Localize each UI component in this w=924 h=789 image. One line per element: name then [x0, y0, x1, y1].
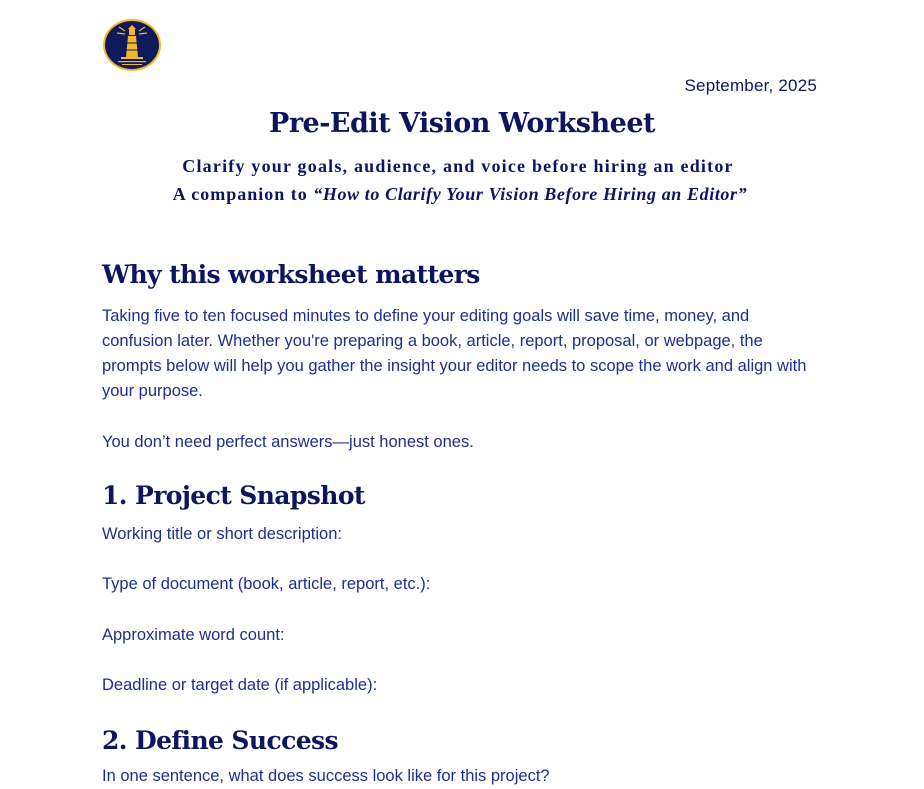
field-deadline: Deadline or target date (if applicable):: [102, 676, 378, 694]
section-heading-project-snapshot: 1. Project Snapshot: [102, 481, 365, 510]
intro-paragraph: Taking five to ten focused minutes to define your editing goals will save time, money, and confusion later. Whether you're preparing a book, article, report, proposal, or webpage, the prompts below will help you gather the insight your editor needs to scope the work and align with your purpose.: [102, 307, 807, 400]
field-document-type: Type of document (book, article, report, etc.):: [102, 575, 431, 593]
document-date: September, 2025: [684, 76, 817, 95]
companion-article-title: “How to Clarify Your Vision Before Hiring an Editor”: [313, 184, 748, 204]
companion-prefix: A companion to: [172, 184, 314, 204]
section-heading-why: Why this worksheet matters: [102, 260, 480, 289]
companion-line: [0, 184, 920, 205]
lighthouse-logo: [103, 19, 161, 71]
lighthouse-icon: [105, 21, 159, 69]
field-word-count: Approximate word count:: [102, 626, 285, 644]
success-prompt: In one sentence, what does success look like for this project?: [102, 767, 550, 785]
field-working-title: Working title or short description:: [102, 525, 342, 543]
intro-note: You don’t need perfect answers—just honest ones.: [102, 433, 474, 451]
document-subtitle: Clarify your goals, audience, and voice before hiring an editor: [182, 156, 734, 176]
document-title: Pre-Edit Vision Worksheet: [269, 108, 655, 139]
section-heading-define-success: 2. Define Success: [102, 726, 338, 755]
